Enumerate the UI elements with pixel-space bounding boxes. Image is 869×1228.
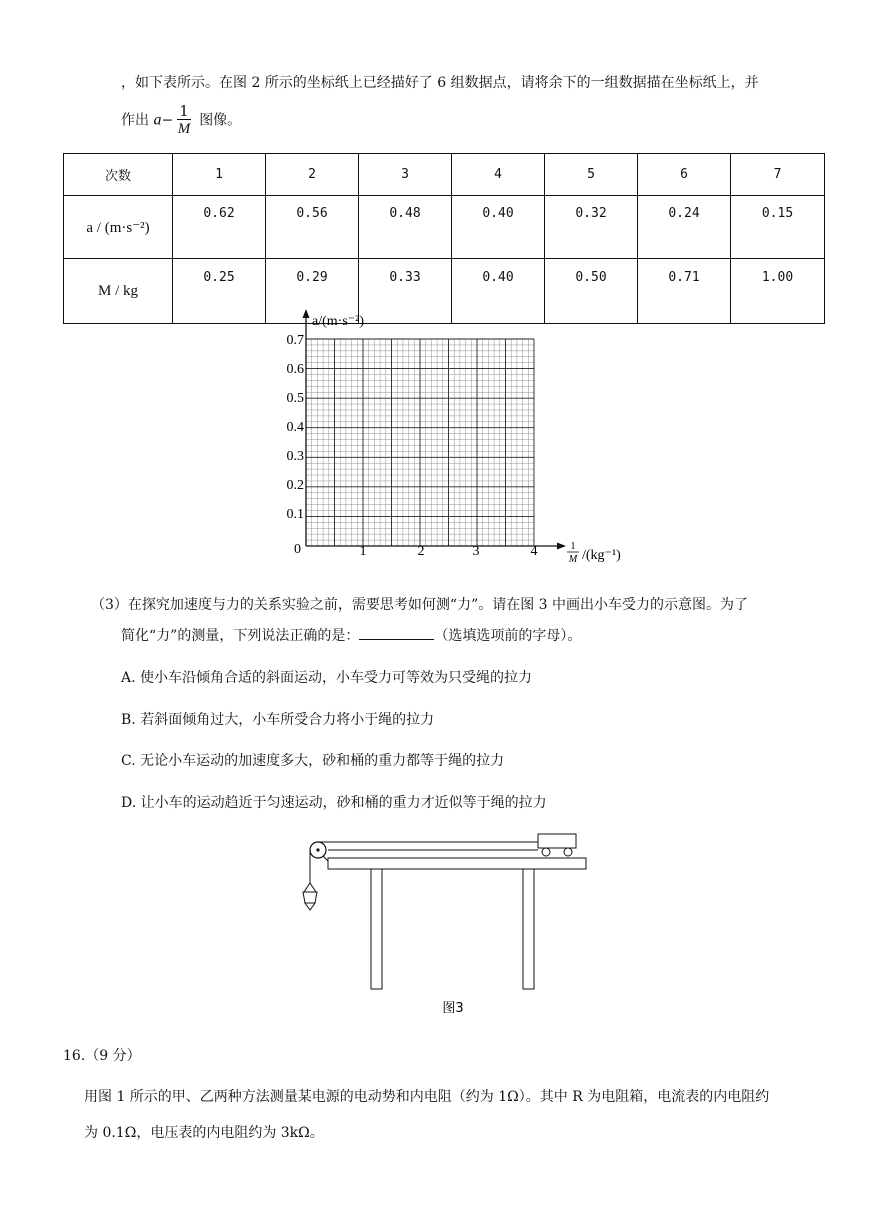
mass-cell: 1.00 xyxy=(731,259,825,324)
figure-3-apparatus xyxy=(300,828,595,1023)
mass-cell: 0.40 xyxy=(452,259,545,324)
answer-blank[interactable] xyxy=(359,627,434,640)
trial-cell: 5 xyxy=(545,154,638,196)
y-axis-arrow-icon xyxy=(303,309,310,318)
x-axis-label-denominator: M xyxy=(568,554,578,565)
x-tick-label: 3 xyxy=(472,544,480,559)
mass-cell: 0.50 xyxy=(545,259,638,324)
intro-line-2 xyxy=(121,104,241,137)
acceleration-cell: 0.48 xyxy=(359,196,452,259)
q3-line-2-suffix: （选填选项前的字母）。 xyxy=(434,628,582,644)
table-header-cell: 次数 xyxy=(64,154,173,196)
trial-cell: 4 xyxy=(452,154,545,196)
graph-paper-figure xyxy=(270,305,630,570)
table-top xyxy=(328,858,586,869)
mass-cell: 0.71 xyxy=(638,259,731,324)
table-leg-right xyxy=(523,869,534,989)
y-tick-label: 0.5 xyxy=(286,391,304,406)
bucket-icon xyxy=(303,883,317,910)
x-tick-label: 4 xyxy=(530,544,538,559)
q3-line-1: （3）在探究加速度与力的关系实验之前，需要思考如何测“力”。请在图 3 中画出小车受力的示意图。为了 xyxy=(91,597,749,613)
figure-3-caption: 图3 xyxy=(442,1001,464,1016)
q3-line-2-prefix: 简化“力”的测量，下列说法正确的是： xyxy=(121,628,360,644)
trial-cell: 2 xyxy=(266,154,359,196)
intro-line-2-prefix: 作出 xyxy=(121,112,149,129)
x-axis-label xyxy=(567,541,621,565)
intro-line-2-suffix: 图像。 xyxy=(199,112,242,129)
table-row-trials xyxy=(64,154,825,196)
y-tick-label: 0.7 xyxy=(286,333,304,348)
acceleration-row-label: a / (m·s⁻²) xyxy=(64,196,173,259)
trial-cell: 3 xyxy=(359,154,452,196)
trial-cell: 1 xyxy=(173,154,266,196)
acceleration-cell: 0.40 xyxy=(452,196,545,259)
q16-line-2: 为 0.1Ω，电压表的内电阻约为 3kΩ。 xyxy=(84,1125,324,1141)
q3-line-2 xyxy=(121,625,581,645)
y-tick-label: 0.4 xyxy=(286,420,304,435)
y-tick-label: 0.1 xyxy=(286,507,304,522)
data-table xyxy=(63,153,825,324)
option-a: A. 使小车沿倾角合适的斜面运动，小车受力可等效为只受绳的拉力 xyxy=(121,670,533,686)
table-row-acceleration xyxy=(64,196,825,259)
trial-cell: 6 xyxy=(638,154,731,196)
y-tick-label: 0.2 xyxy=(286,478,304,493)
x-axis-label-numerator: 1 xyxy=(570,541,576,552)
y-tick-label: 0.6 xyxy=(286,362,304,377)
q16-line-1: 用图 1 所示的甲、乙两种方法测量某电源的电动势和内电阻（约为 1Ω）。其中 R 为电阻箱，电流表的内电阻约 xyxy=(84,1089,770,1105)
acceleration-cell: 0.24 xyxy=(638,196,731,259)
q16-header: 16.（9 分） xyxy=(63,1048,141,1064)
cart-icon xyxy=(538,834,576,856)
option-c: C. 无论小车运动的加速度多大，砂和桶的重力都等于绳的拉力 xyxy=(121,753,505,769)
y-axis-label: a/(m·s⁻²) xyxy=(312,314,365,329)
acceleration-cell: 0.56 xyxy=(266,196,359,259)
a-symbol: a xyxy=(153,111,162,129)
fraction-denominator: M xyxy=(177,121,191,137)
intro-line-1: ，如下表所示。在图 2 所示的坐标纸上已经描好了 6 组数据点，请将余下的一组数据描在坐标纸上，并 xyxy=(121,75,759,91)
trial-cell: 7 xyxy=(731,154,825,196)
acceleration-cell: 0.32 xyxy=(545,196,638,259)
one-over-m-fraction xyxy=(177,104,191,137)
mass-row-label: M / kg xyxy=(64,259,173,324)
option-d: D. 让小车的运动趋近于匀速运动，砂和桶的重力才近似等于绳的拉力 xyxy=(121,795,547,811)
table-leg-left xyxy=(371,869,382,989)
acceleration-cell: 0.15 xyxy=(731,196,825,259)
origin-label: 0 xyxy=(294,542,301,557)
x-tick-label: 1 xyxy=(359,544,367,559)
acceleration-cell: 0.62 xyxy=(173,196,266,259)
fraction-numerator: 1 xyxy=(179,102,189,120)
option-b: B. 若斜面倾角过大，小车所受合力将小于绳的拉力 xyxy=(121,712,435,728)
mass-cell: 0.33 xyxy=(359,259,452,324)
mass-cell: 0.29 xyxy=(266,259,359,324)
dash-symbol: − xyxy=(161,112,174,129)
mass-cell: 0.25 xyxy=(173,259,266,324)
x-axis-label-unit: /(kg⁻¹) xyxy=(582,548,621,563)
x-axis-arrow-icon xyxy=(557,543,566,550)
y-tick-label: 0.3 xyxy=(286,449,304,464)
x-tick-label: 2 xyxy=(417,544,425,559)
